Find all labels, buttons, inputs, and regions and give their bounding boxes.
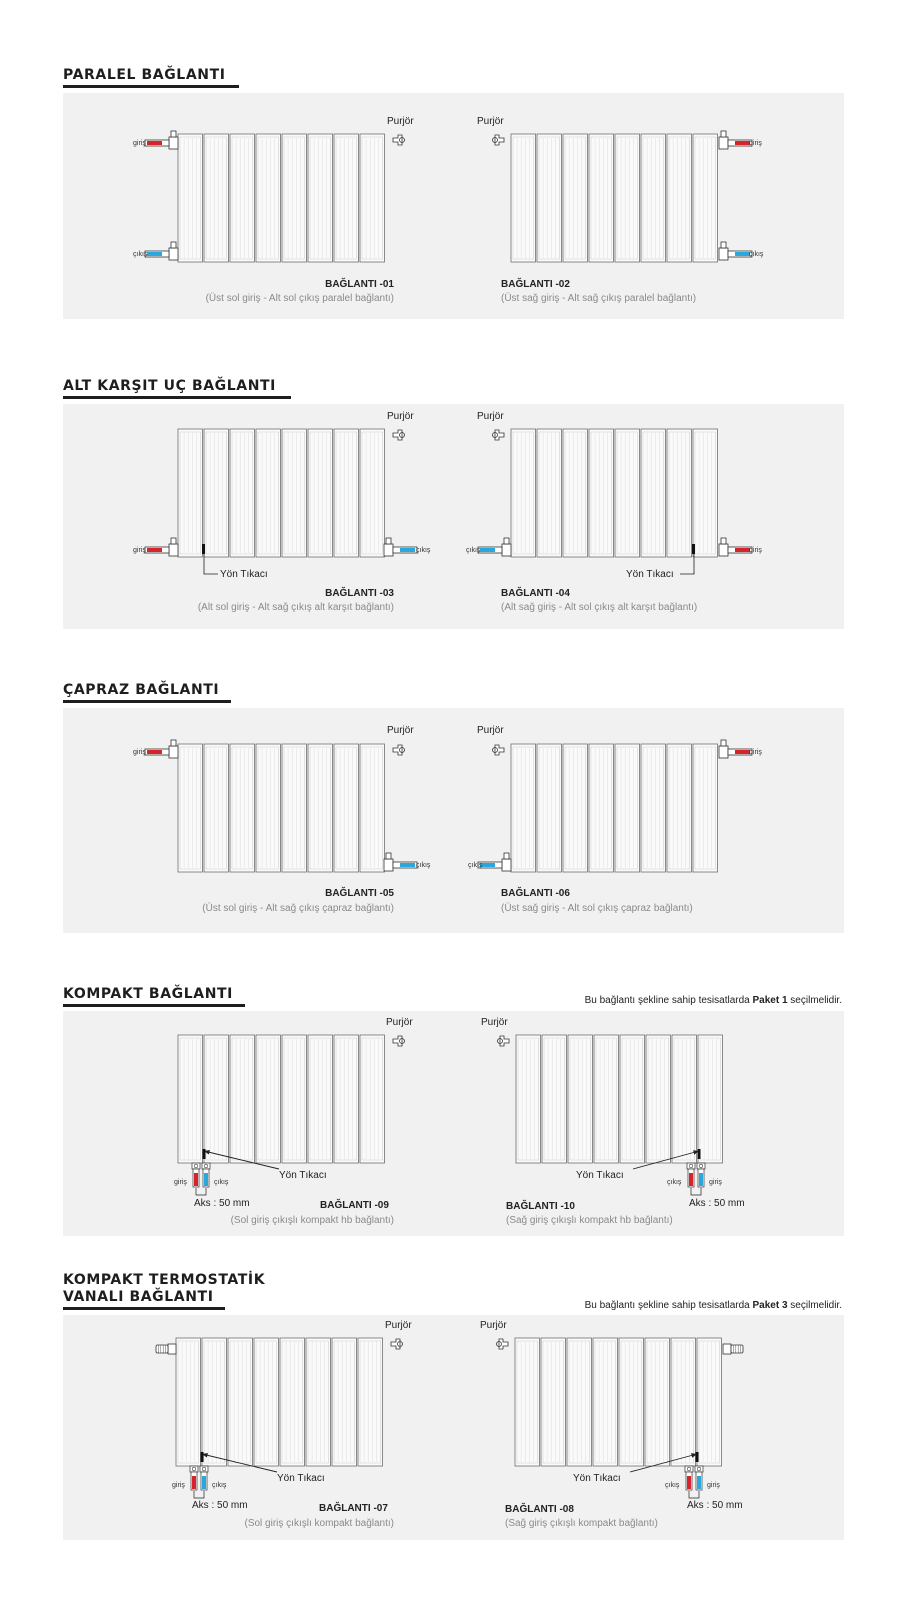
radiator-column [178,1035,203,1163]
inlet-pipe-04 [719,538,752,556]
outlet-pipe-02 [719,242,752,260]
radiator-column [568,1035,593,1163]
inlet-pipe-06 [719,740,752,758]
panel-kompakt [63,1011,844,1236]
radiator-column [516,1035,541,1163]
yon-tikaci-label: Yön Tıkacı [279,1170,327,1181]
radiator-column [563,134,588,262]
radiator-column [256,744,281,872]
purjor-label: Purjör [386,1017,413,1028]
yon-tikaci-label: Yön Tıkacı [573,1473,621,1484]
radiator-column [589,134,614,262]
radiator-07 [176,1338,383,1466]
aks-label: Aks : 50 mm [192,1500,248,1511]
purjor-label: Purjör [477,725,504,736]
radiator-column [230,1035,255,1163]
purjor-label: Purjör [387,411,414,422]
title-underline [63,396,291,399]
purjor-label: Purjör [481,1017,508,1028]
inlet-pipe-01 [145,131,178,149]
note-text: Bu bağlantı şekline sahip tesisatlarda [584,995,753,1006]
purjor-valve-03 [393,430,405,440]
radiator-column [334,429,359,557]
radiator-column [541,1338,566,1466]
panel-capraz [63,708,844,933]
radiator-column [334,1035,359,1163]
purjor-label: Purjör [387,725,414,736]
purjor-label: Purjör [477,116,504,127]
purjor-label: Purjör [477,411,504,422]
aks-dimension-07 [194,1491,204,1498]
radiator-column [230,744,255,872]
radiator-column [615,744,640,872]
radiator-05 [178,744,385,872]
outlet-pipe-06 [478,853,511,871]
note-text: seçilmelidir. [787,995,842,1006]
purjor-valve-05 [393,745,405,755]
radiator-column [282,1035,307,1163]
connection-code: BAĞLANTI -09 [320,1200,389,1211]
section-title-paralel [63,67,239,88]
outlet-pipe-05 [384,853,417,871]
radiator-column [204,744,229,872]
radiator-column [178,134,203,262]
aks-label: Aks : 50 mm [689,1198,745,1209]
giris-label: giriş [174,1179,187,1186]
connection-code: BAĞLANTI -02 [501,279,570,290]
radiator-column [667,744,692,872]
radiator-column [667,429,692,557]
radiator-column [256,1035,281,1163]
purjor-valve-10 [498,1036,510,1046]
aks-dimension-08 [689,1491,699,1498]
radiator-column [256,429,281,557]
giris-label: giriş [133,140,146,147]
radiator-column [698,1035,723,1163]
radiator-column [204,134,229,262]
title-underline [63,1004,245,1007]
radiator-column [202,1338,227,1466]
title-underline [63,700,231,703]
radiator-column [308,744,333,872]
connection-code: BAĞLANTI -10 [506,1201,575,1212]
giris-label: giriş [749,140,762,147]
purjor-label: Purjör [480,1320,507,1331]
yon-tikaci-label: Yön Tıkacı [576,1170,624,1181]
radiator-column [615,134,640,262]
radiator-column [537,134,562,262]
radiator-column [306,1338,331,1466]
giris-label: giriş [172,1482,185,1489]
radiator-column [563,429,588,557]
purjor-valve-08 [497,1339,509,1349]
outlet-pipe-01 [145,242,178,260]
connection-code: BAĞLANTI -03 [325,588,394,599]
radiator-column [178,744,203,872]
radiator-column [360,429,385,557]
section-title-capraz [63,682,231,703]
radiator-column [620,1035,645,1163]
cikis-label: çıkış [212,1482,227,1489]
section-title-kompakt [63,986,245,1007]
radiator-column [358,1338,383,1466]
giris-label: giriş [133,547,146,554]
cikis-label: çıkış [667,1179,682,1186]
yon-tikaci-label: Yön Tıkacı [220,569,268,580]
section-title-kompakt-termostatik [63,1272,265,1310]
radiator-column [228,1338,253,1466]
inlet-pipe-03 [145,538,178,556]
radiator-column [230,134,255,262]
radiator-02 [511,134,718,262]
purjor-valve-06 [493,745,505,755]
radiator-column [619,1338,644,1466]
connection-desc: (Üst sağ giriş - Alt sol çıkış çapraz bağlantı) [501,903,693,914]
radiator-column [204,429,229,557]
connection-desc: (Üst sol giriş - Alt sol çıkış paralel bağlantı) [205,293,394,304]
radiator-column [641,429,666,557]
connection-code: BAĞLANTI -01 [325,279,394,290]
radiator-08 [515,1338,722,1466]
radiator-column [693,429,718,557]
thermostatic-head-07 [156,1344,176,1354]
giris-label: giriş [133,749,146,756]
purjor-label: Purjör [387,116,414,127]
radiator-column [230,429,255,557]
connection-desc: (Üst sol giriş - Alt sağ çıkış çapraz bağlantı) [202,903,394,914]
paket-note [585,995,842,1006]
connection-desc: (Üst sağ giriş - Alt sağ çıkış paralel bağlantı) [501,293,697,304]
compact-pipes-09 [192,1163,210,1187]
radiator-column [280,1338,305,1466]
radiator-10 [516,1035,723,1163]
connection-desc: (Alt sağ giriş - Alt sol çıkış alt karşıt bağlantı) [501,602,698,613]
cikis-label: çıkış [468,862,483,869]
section-title-text: VANALI BAĞLANTI [63,1289,214,1305]
radiator-column [334,744,359,872]
radiator-column [282,134,307,262]
radiator-03 [178,429,385,557]
radiator-column [646,1035,671,1163]
radiator-04 [511,429,718,557]
radiator-column [537,744,562,872]
connection-desc: (Alt sol giriş - Alt sağ çıkış alt karşıt bağlantı) [197,602,394,613]
title-underline [63,85,239,88]
radiator-column [537,429,562,557]
radiator-09 [178,1035,385,1163]
radiator-column [254,1338,279,1466]
purjor-valve-04 [493,430,505,440]
radiator-column [542,1035,567,1163]
connection-code: BAĞLANTI -07 [319,1503,388,1514]
radiator-column [308,429,333,557]
title-underline [63,1307,225,1310]
section-title-text: ALT KARŞIT UÇ BAĞLANTI [63,378,276,394]
radiator-column [511,744,536,872]
radiator-column [594,1035,619,1163]
purjor-valve-02 [493,135,505,145]
connection-desc: (Sol giriş çıkışlı kompakt hb bağlantı) [230,1215,394,1226]
purjor-label: Purjör [385,1320,412,1331]
radiator-column [511,134,536,262]
panel-kompakt-termostatik [63,1315,844,1540]
cikis-label: çıkış [133,251,148,258]
radiator-column [645,1338,670,1466]
inlet-pipe-02 [719,131,752,149]
yon-tikaci-label: Yön Tıkacı [626,569,674,580]
diagram-capraz [63,708,844,933]
section-title-text: ÇAPRAZ BAĞLANTI [63,682,220,698]
radiator-column [693,744,718,872]
radiator-column [589,744,614,872]
aks-dimension-10 [691,1188,701,1195]
radiator-column [697,1338,722,1466]
paket-name: Paket 3 [752,1300,788,1311]
cikis-label: çıkış [214,1179,229,1186]
paket-name: Paket 1 [752,995,788,1006]
radiator-column [360,134,385,262]
giris-label: giriş [749,547,762,554]
compact-pipes-07 [190,1466,208,1490]
radiator-column [176,1338,201,1466]
outlet-pipe-04 [478,538,511,556]
radiator-column [589,429,614,557]
note-text: seçilmelidir. [787,1300,842,1311]
inlet-pipe-05 [145,740,178,758]
cikis-label: çıkış [665,1482,680,1489]
radiator-column [360,744,385,872]
radiator-column [334,134,359,262]
radiator-column [563,744,588,872]
cikis-label: çıkış [416,547,431,554]
purjor-valve-07 [391,1339,403,1349]
radiator-06 [511,744,718,872]
radiator-column [332,1338,357,1466]
connection-code: BAĞLANTI -06 [501,888,570,899]
connection-desc: (Sol giriş çıkışlı kompakt bağlantı) [244,1518,394,1529]
section-title-text: KOMPAKT TERMOSTATİK [63,1272,266,1288]
outlet-pipe-03 [384,538,417,556]
giris-label: giriş [707,1482,720,1489]
radiator-column [282,429,307,557]
radiator-column [308,134,333,262]
purjor-valve-09 [393,1036,405,1046]
radiator-column [511,429,536,557]
radiator-column [593,1338,618,1466]
aks-label: Aks : 50 mm [687,1500,743,1511]
radiator-column [667,134,692,262]
radiator-column [641,744,666,872]
radiator-column [256,134,281,262]
radiator-01 [178,134,385,262]
radiator-column [672,1035,697,1163]
yon-tikaci-label: Yön Tıkacı [277,1473,325,1484]
radiator-column [641,134,666,262]
panel-alt-karsit [63,404,844,629]
compact-pipes-10 [687,1163,705,1187]
connection-desc: (Sağ giriş çıkışlı kompakt hb bağlantı) [506,1215,673,1226]
radiator-column [178,429,203,557]
section-title-alt-karsit [63,378,291,399]
section-title-text: PARALEL BAĞLANTI [63,67,226,83]
cikis-label: çıkış [466,547,481,554]
radiator-column [693,134,718,262]
note-text: Bu bağlantı şekline sahip tesisatlarda [584,1300,753,1311]
connection-code: BAĞLANTI -05 [325,888,394,899]
purjor-valve-01 [393,135,405,145]
section-title-text: KOMPAKT BAĞLANTI [63,986,233,1002]
thermostatic-head-08 [723,1344,743,1354]
diagram-alt-karsit [63,404,844,629]
radiator-column [282,744,307,872]
panel-paralel [63,93,844,319]
radiator-column [615,429,640,557]
paket-note [585,1300,842,1311]
compact-pipes-08 [685,1466,703,1490]
aks-dimension-09 [196,1188,206,1195]
radiator-column [360,1035,385,1163]
radiator-column [671,1338,696,1466]
radiator-column [567,1338,592,1466]
connection-desc: (Sağ giriş çıkışlı kompakt bağlantı) [505,1518,658,1529]
radiator-column [308,1035,333,1163]
diagram-paralel [63,93,844,319]
radiator-column [515,1338,540,1466]
aks-label: Aks : 50 mm [194,1198,250,1209]
radiator-column [204,1035,229,1163]
giris-label: giriş [709,1179,722,1186]
giris-label: giriş [749,749,762,756]
connection-code: BAĞLANTI -08 [505,1504,574,1515]
cikis-label: çıkış [416,862,431,869]
cikis-label: çıkış [749,251,764,258]
connection-code: BAĞLANTI -04 [501,588,570,599]
